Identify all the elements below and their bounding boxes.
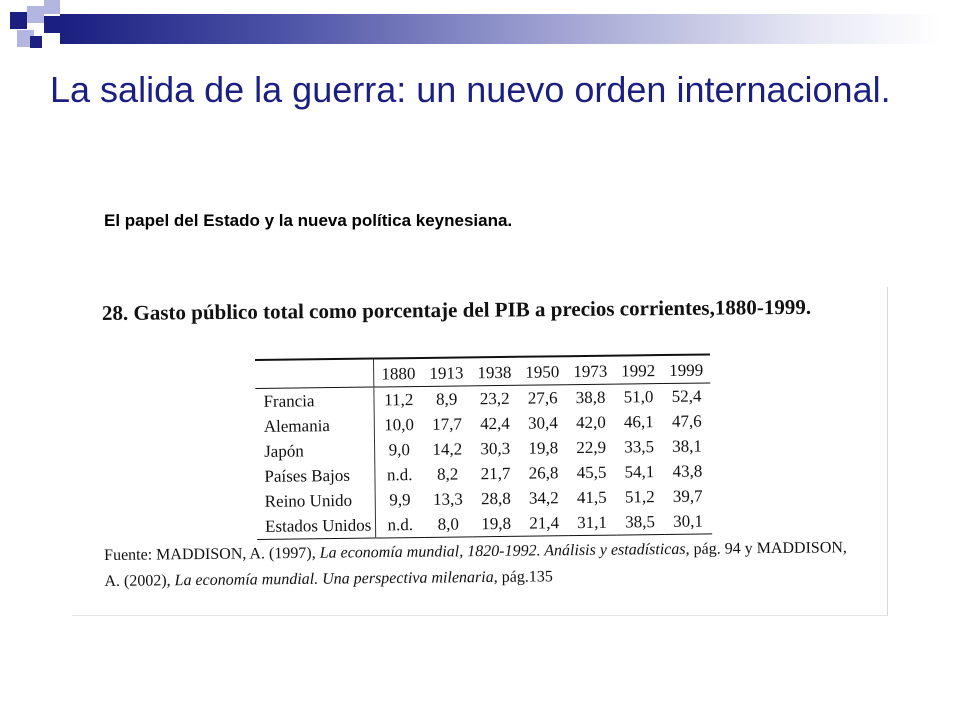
- header-square-lavender-3: [44, 0, 60, 14]
- header-cell: [255, 359, 374, 389]
- value-cell: 19,8: [528, 437, 559, 458]
- spending-table: [255, 353, 712, 540]
- value-cell: 30,4: [527, 412, 558, 433]
- value-cell: 21,7: [480, 463, 511, 483]
- value-cell: 19,8: [481, 513, 512, 533]
- value-cell: 42,4: [479, 413, 510, 433]
- value-cell: 22,9: [576, 437, 607, 457]
- slide-title: La salida de la guerra: un nuevo orden internacional.: [50, 69, 891, 110]
- value-cell: 51,0: [623, 386, 654, 406]
- country-cell: Japón: [264, 440, 304, 461]
- value-cell: 42,0: [575, 412, 606, 432]
- value-cell: 14,2: [432, 438, 463, 459]
- country-cell: Estados Unidos: [264, 515, 372, 536]
- value-cell: 43,8: [672, 461, 703, 481]
- value-cell: 51,2: [624, 486, 655, 506]
- header-cell: 1992: [621, 361, 656, 381]
- value-cell: 34,2: [528, 487, 559, 508]
- header-square-navy-2: [44, 16, 60, 33]
- header-cell: 1880: [374, 358, 423, 387]
- header-square-navy-1: [10, 12, 27, 29]
- value-cell: 30,3: [480, 438, 511, 458]
- country-cell: Reino Unido: [264, 490, 353, 511]
- source-book-1: La economía mundial, 1820-1992. Análisis y estadísticas: [319, 540, 686, 562]
- country-cell: Países Bajos: [264, 465, 351, 486]
- value-cell: 27,6: [527, 387, 558, 408]
- value-cell: 52,4: [671, 386, 702, 406]
- header-square-lavender-1: [27, 6, 44, 23]
- value-cell: 9,9: [375, 487, 424, 513]
- header-cell: 1999: [669, 360, 704, 380]
- value-cell: 31,1: [577, 512, 608, 532]
- source-text-1: Fuente: MADDISON, A. (1997),: [104, 544, 320, 564]
- value-cell: 8,2: [436, 464, 459, 484]
- value-cell: 41,5: [576, 487, 607, 507]
- slide-subtitle: El papel del Estado y la nueva política keynesiana.: [104, 211, 513, 230]
- value-cell: 13,3: [432, 488, 463, 509]
- value-cell: 26,8: [528, 462, 559, 483]
- header-gradient-bar: [60, 14, 940, 44]
- value-cell: 17,7: [432, 413, 463, 434]
- value-cell: 45,5: [576, 462, 607, 482]
- value-cell: 8,0: [437, 514, 460, 534]
- table-row: [257, 508, 712, 539]
- table-container: [255, 353, 712, 540]
- value-cell: 47,6: [671, 411, 702, 431]
- table-body: [255, 383, 712, 540]
- source-text-3: , pág.135: [493, 568, 553, 586]
- scanned-table-image: [72, 287, 888, 616]
- value-cell: 39,7: [672, 486, 703, 506]
- header-cell: 1913: [429, 363, 464, 383]
- value-cell: 8,9: [435, 389, 458, 409]
- header-square-navy-3: [30, 36, 42, 48]
- value-cell: 38,8: [575, 387, 606, 407]
- value-cell: 11,2: [374, 386, 423, 412]
- header-cell: 1938: [477, 362, 512, 383]
- value-cell: 23,2: [479, 388, 510, 408]
- country-cell: Francia: [263, 390, 315, 411]
- table-source: [104, 535, 865, 595]
- value-cell: 33,5: [624, 436, 655, 456]
- value-cell: 38,5: [625, 511, 656, 531]
- header-cell: 1973: [573, 361, 608, 382]
- header-cell: 1950: [525, 362, 560, 382]
- value-cell: 10,0: [374, 412, 423, 438]
- value-cell: 38,1: [672, 436, 703, 456]
- source-book-2: La economía mundial. Una perspectiva milenaria: [174, 568, 494, 590]
- source-text-2: , pág. 94 y MADDISON, A. (2002),: [104, 539, 847, 590]
- value-cell: n.d.: [376, 512, 425, 538]
- value-cell: 54,1: [624, 461, 655, 481]
- value-cell: n.d.: [375, 462, 424, 488]
- value-cell: 28,8: [480, 488, 511, 508]
- table-caption: 28. Gasto público total como porcentaje del PIB a precios corrientes,1880-1999.: [101, 294, 812, 325]
- country-cell: Alemania: [263, 415, 331, 436]
- value-cell: 30,1: [673, 511, 704, 531]
- value-cell: 21,4: [529, 512, 560, 533]
- value-cell: 46,1: [623, 411, 654, 431]
- value-cell: 9,0: [375, 437, 424, 463]
